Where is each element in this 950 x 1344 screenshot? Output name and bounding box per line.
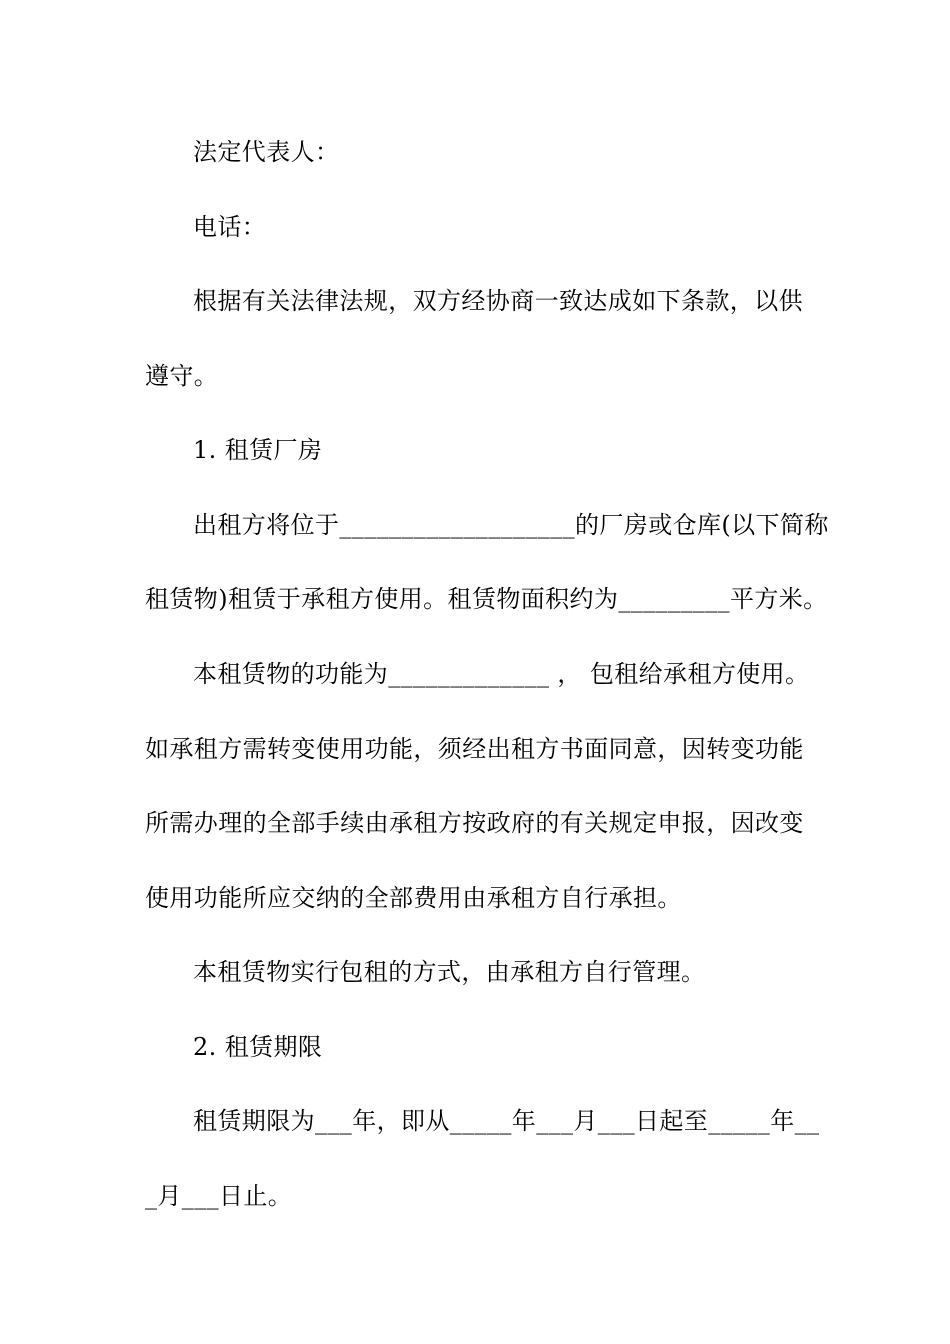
section-1-heading: 1. 租赁厂房	[193, 436, 323, 464]
phone-line: 电话：	[193, 213, 267, 241]
section-1-paragraph-2-line-1: 本租赁物的功能为_____________ ， 包租给承租方使用。	[193, 660, 810, 688]
section-2-paragraph-line-1: 租赁期限为___年，即从_____年___月___日起至_____年__	[193, 1107, 820, 1135]
section-2-paragraph-line-2: _月___日止。	[145, 1182, 293, 1210]
section-1-paragraph-2-line-3: 所需办理的全部手续由承租方按政府的有关规定申报，因改变	[145, 809, 804, 837]
intro-paragraph-line-1: 根据有关法律法规，双方经协商一致达成如下条款，以供	[193, 287, 803, 315]
section-1-paragraph-2-line-2: 如承租方需转变使用功能，须经出租方书面同意，因转变功能	[145, 735, 804, 763]
section-2-heading: 2. 租赁期限	[193, 1033, 323, 1061]
section-1-paragraph-2-line-4: 使用功能所应交纳的全部费用由承租方自行承担。	[145, 884, 682, 912]
section-1-paragraph-1-line-1: 出租方将位于___________________的厂房或仓库(以下简称	[193, 511, 829, 539]
section-1-paragraph-3: 本租赁物实行包租的方式，由承租方自行管理。	[193, 958, 706, 986]
legal-representative-line: 法定代表人：	[193, 138, 340, 166]
intro-paragraph-line-2: 遵守。	[145, 362, 219, 390]
section-1-paragraph-1-line-2: 租赁物)租赁于承租方使用。租赁物面积约为_________平方米。	[145, 585, 828, 613]
